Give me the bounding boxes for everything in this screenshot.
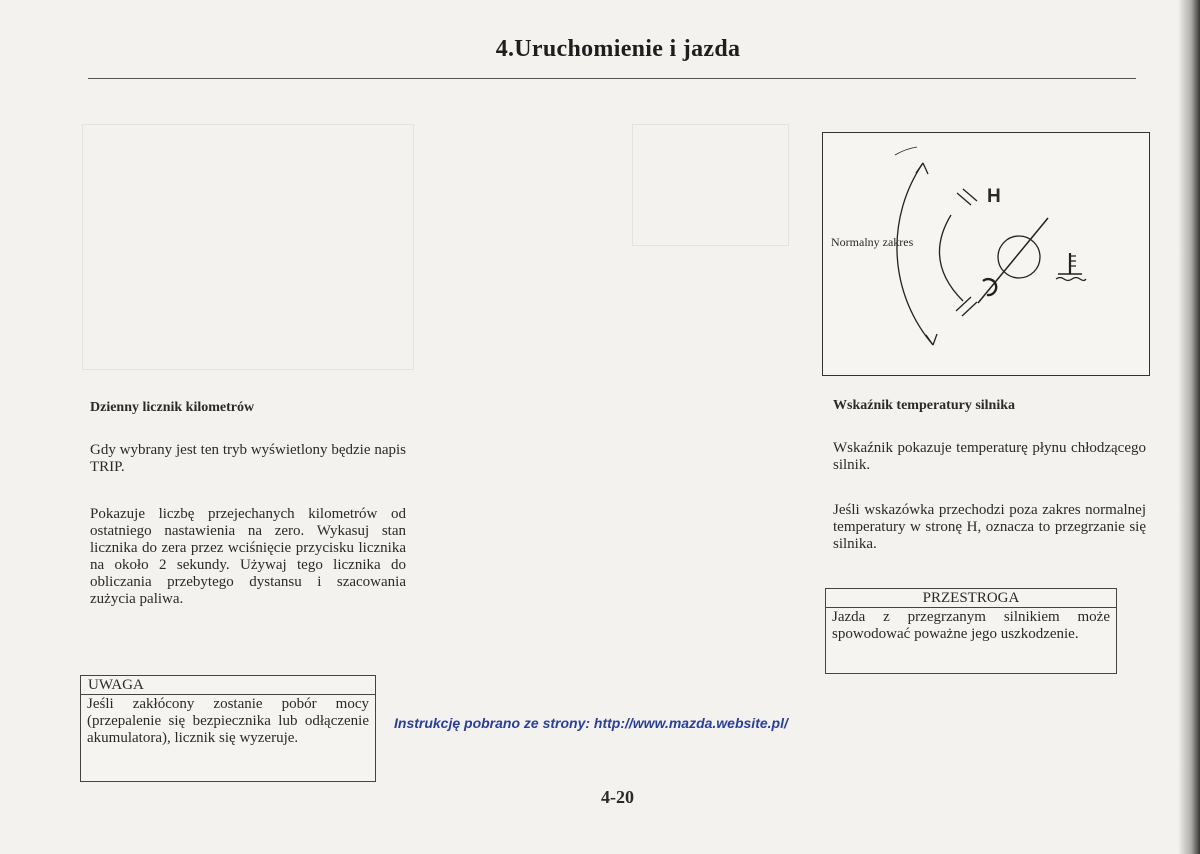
trip-meter-paragraph-1: Gdy wybrany jest ten tryb wyświetlony będzie napis TRIP. [90,442,406,475]
note-box [80,675,376,782]
gauge-hub-icon [998,236,1040,278]
note-body: Jeśli zakłócony zostanie pobór mocy (przepalenie się bezpiecznika lub odłączenie akumulatora), licznik się wyzeruje. [87,696,369,746]
show-through-left [82,124,414,370]
page-title: 4.Uruchomienie i jazda [495,36,741,62]
page-number: 4-20 [601,787,634,807]
temperature-gauge-diagram [823,133,1149,375]
temperature-gauge-paragraph-1: Wskaźnik pokazuje temperaturę płynu chłodzącego silnik. [833,440,1146,473]
show-through-middle [632,124,789,246]
temperature-gauge-heading: Wskaźnik temperatury silnika [833,398,1016,413]
trip-meter-paragraph-2: Pokazuje liczbę przejechanych kilometrów od ostatniego nastawienia na zero. Wykasuj stan licznika do zera przez wciśnięcie przycisku licznika na około 2 sekundy. Używaj tego licznika do obliczania przebytego dystansu i szacowania zużycia paliwa. [90,506,406,607]
title-divider [88,78,1136,79]
normal-range-arc [897,163,933,345]
temperature-gauge-paragraph-2: Jeśli wskazówka przechodzi poza zakres normalnej temperatury w stronę H, oznacza to przegrzanie się silnika. [833,502,1146,552]
temperature-gauge-figure [822,132,1150,376]
normal-range-label: Normalny zakres [831,235,914,249]
hot-label: H [987,186,1001,207]
trip-meter-heading: Dzienny licznik kilometrów [90,400,255,415]
warning-box [825,588,1117,674]
coolant-temperature-icon [1056,253,1086,281]
warning-title: PRZESTROGA [826,589,1116,608]
page-edge-shadow [1178,0,1200,854]
gauge-scale-arc [939,215,963,301]
source-link[interactable]: Instrukcję pobrano ze strony: http://www.mazda.website.pl/ [394,715,788,731]
note-title: UWAGA [81,676,375,695]
warning-body: Jazda z przegrzanym silnikiem może spowodować poważne jego uszkodzenie. [832,609,1110,642]
gauge-needle [978,218,1048,303]
